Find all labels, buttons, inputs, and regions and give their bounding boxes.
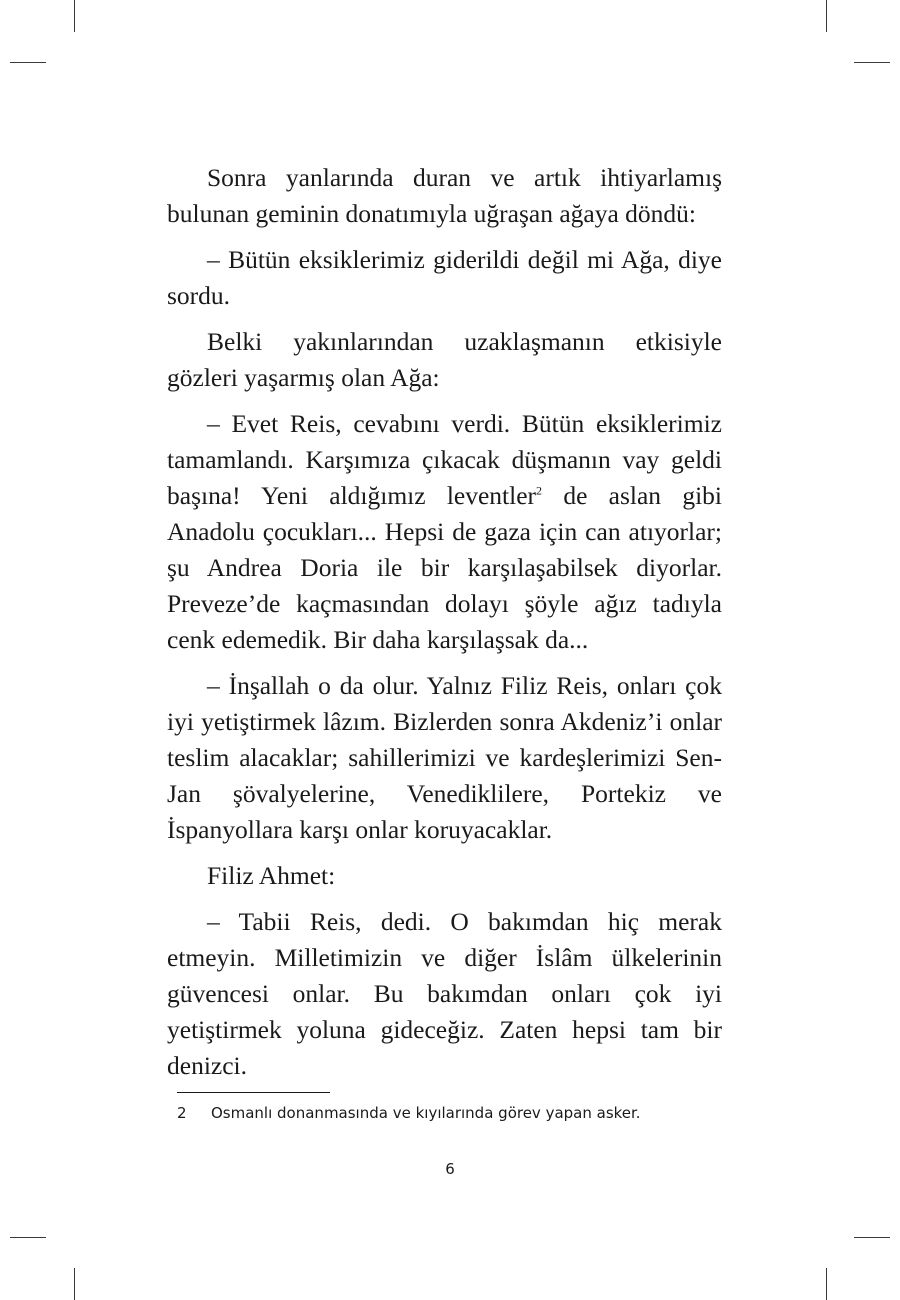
paragraph-text-before-ref: – Evet Reis, cevabını verdi. Bütün eksiklerimiz tamamlandı. Karşımıza çıkacak düşmanın vay geldi başına! Yeni aldığımız leventler — [167, 409, 722, 510]
body-text — [167, 160, 722, 1094]
footnote-separator — [177, 1092, 330, 1093]
footnote-reference[interactable]: 2 — [536, 483, 543, 498]
paragraph: – Tabii Reis, dedi. O bakımdan hiç merak etmeyin. Milletimizin ve diğer İslâm ülkelerinin güvencesi onlar. Bu bakımdan onları çok iyi yetiştirmek yoluna gideceğiz. Zaten hepsi tam bir denizci. — [167, 907, 722, 1080]
crop-mark-bottom-right-horizontal — [854, 1237, 890, 1238]
crop-mark-top-left-vertical — [74, 0, 75, 32]
crop-mark-top-right-horizontal — [854, 62, 890, 63]
crop-mark-bottom-left-horizontal — [10, 1237, 46, 1238]
crop-mark-bottom-right-vertical — [826, 1268, 827, 1300]
footnote-number: 2 — [177, 1104, 187, 1122]
paragraph-text-after-ref: de aslan gibi Anadolu çocukları... Hepsi de gaza için can atıyorlar; şu Andrea Doria ile bir karşılaşabilsek diyorlar. Preveze’de kaçmasından dolayı şöyle ağız tadıyla cenk edemedik. Bir daha karşılaşsak da... — [167, 481, 722, 654]
paragraph: Belki yakınlarından uzaklaşmanın etkisiyle gözleri yaşarmış olan Ağa: — [167, 327, 722, 392]
paragraph-with-footnote-ref — [167, 406, 722, 658]
page-number: 6 — [445, 1160, 455, 1178]
paragraph: – Bütün eksiklerimiz giderildi değil mi Ağa, diye sordu. — [167, 245, 722, 310]
crop-mark-top-left-horizontal — [10, 62, 46, 63]
crop-mark-bottom-left-vertical — [74, 1268, 75, 1300]
paragraph: – İnşallah o da olur. Yalnız Filiz Reis, onları çok iyi yetiştirmek lâzım. Bizlerden sonra Akdeniz’i onlar teslim alacaklar; sahillerimizi ve kardeşlerimizi Sen-Jan şövalyelerine, Venediklilere, Portekiz ve İspanyollara karşı onlar koruyacaklar. — [167, 671, 722, 844]
crop-mark-top-right-vertical — [826, 0, 827, 32]
paragraph: Filiz Ahmet: — [207, 861, 336, 890]
paragraph: Sonra yanlarında duran ve artık ihtiyarlamış bulunan geminin donatımıyla uğraşan ağaya döndü: — [167, 163, 722, 228]
footnote-text: Osmanlı donanmasında ve kıyılarında görev yapan asker. — [211, 1104, 641, 1122]
footnote — [177, 1102, 737, 1124]
